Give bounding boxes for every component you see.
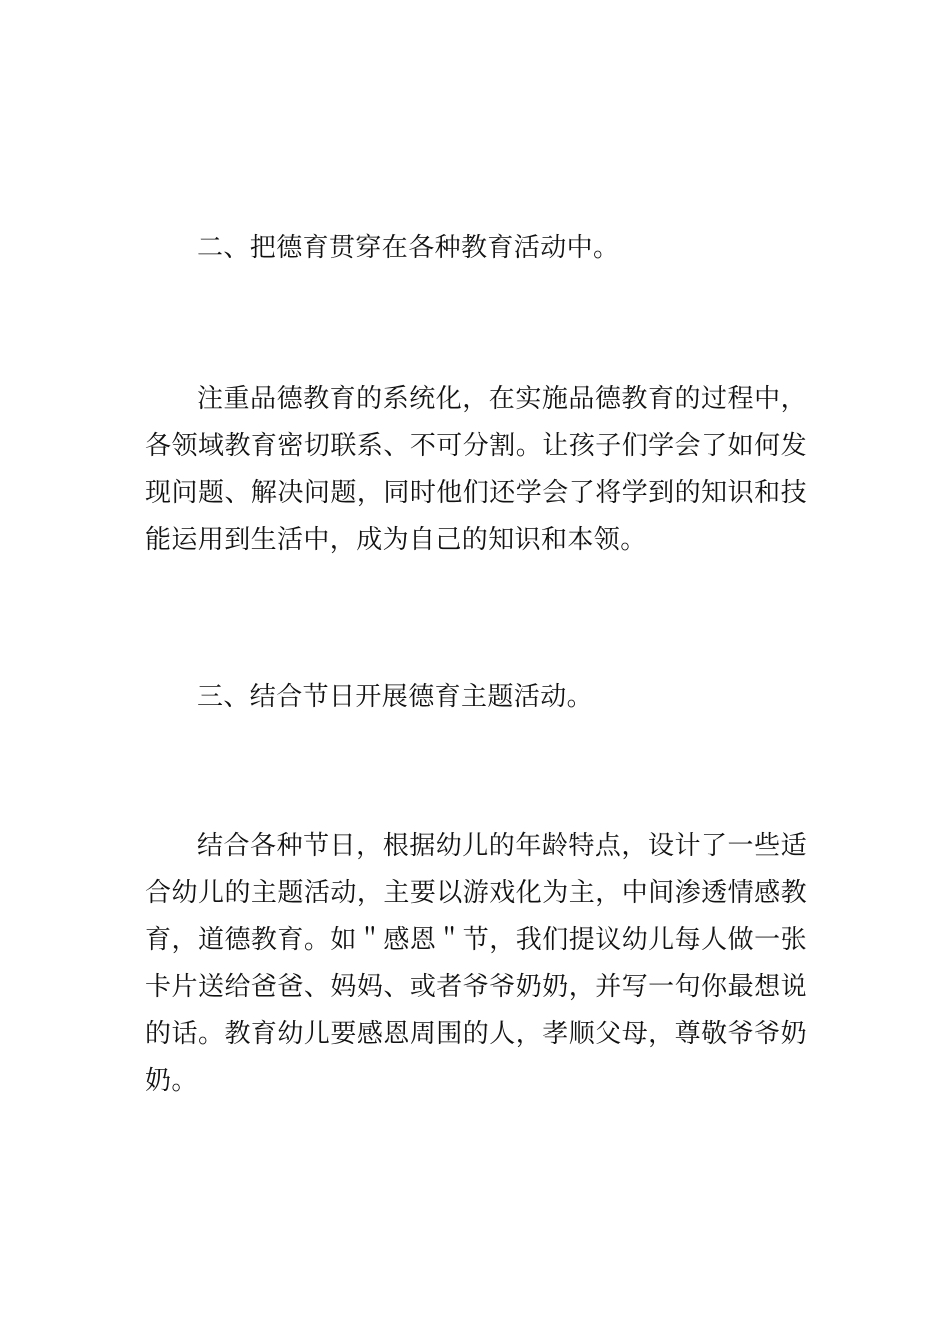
body-paragraph: 注重品德教育的系统化，在实施品德教育的过程中，各领域教育密切联系、不可分割。让孩子们学会了如何发现问题、解决问题，同时他们还学会了将学到的知识和技能运用到生活中，成为自己的知识和本领。 <box>145 384 807 555</box>
body-paragraph: 结合各种节日，根据幼儿的年龄特点，设计了一些适合幼儿的主题活动，主要以游戏化为主，中间渗透情感教育，道德教育。如＂感恩＂节，我们提议幼儿每人做一张卡片送给爸爸、妈妈、或者爷爷奶奶，并写一句你最想说的话。教育幼儿要感恩周围的人，孝顺父母，尊敬爷爷奶奶。 <box>145 831 807 1096</box>
section-heading-3: 三、结合节日开展德育主题活动。 <box>197 682 594 712</box>
section-heading-2: 二、把德育贯穿在各种教育活动中。 <box>197 233 620 263</box>
